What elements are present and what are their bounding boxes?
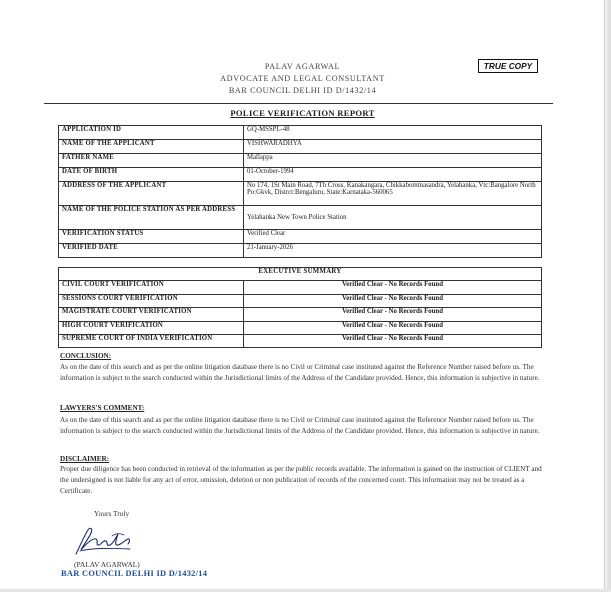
table-row: [59, 168, 542, 182]
lawyers-comment-heading: LAWYERS'S COMMENT:: [60, 404, 145, 412]
advocate-name: PALAV AGARWAL: [264, 62, 341, 71]
conclusion-heading: CONCLUSION:: [60, 352, 112, 360]
report-title: POLICE VERIFICATION REPORT: [230, 108, 375, 118]
executive-summary-title: EXECUTIVE SUMMARY: [59, 268, 542, 281]
table-row: [59, 230, 542, 244]
summary-label: CIVIL COURT VERIFICATION: [59, 281, 244, 294]
signatory-name: (PALAV AGARWAL): [74, 560, 140, 569]
detail-value: VISHWARADHYA: [244, 140, 542, 154]
table-row: [59, 308, 542, 321]
summary-label: SUPREME COURT OF INDIA VERIFICATION: [59, 334, 244, 347]
table-row: [59, 182, 542, 206]
detail-label: APPLICATION ID: [59, 126, 244, 140]
bar-council-id: BAR COUNCIL DELHI ID D/1432/14: [228, 86, 377, 95]
detail-label: ADDRESS OF THE APPLICANT: [59, 182, 244, 206]
details-table: [58, 125, 542, 258]
summary-label: HIGH COURT VERIFICATION: [59, 321, 244, 334]
header-divider: [44, 103, 553, 104]
summary-label: SESSIONS COURT VERIFICATION: [59, 294, 244, 307]
summary-value: Verified Clear - No Records Found: [244, 281, 542, 294]
advocate-title: ADVOCATE AND LEGAL CONSULTANT: [220, 74, 385, 83]
table-row: [59, 294, 542, 307]
disclaimer-text: Proper due diligence has been conducted in retrieval of the information as per the public records available. The information is gained on the instruction of CLIENT and the undersigned is not liable for any act of error, omission, deletion or non publication of records of the concerned court. This information may not be treated as a Certificate.: [60, 465, 542, 495]
detail-value: 21-January-2026: [244, 244, 542, 258]
signature-icon: [72, 524, 136, 558]
summary-value: Verified Clear - No Records Found: [244, 294, 542, 307]
summary-value: Verified Clear - No Records Found: [244, 308, 542, 321]
table-row: [59, 321, 542, 334]
table-header-row: [59, 268, 542, 281]
detail-label: VERIFICATION STATUS: [59, 230, 244, 244]
table-row: [59, 334, 542, 347]
table-row: [59, 126, 542, 140]
summary-label: MAGISTRATE COURT VERIFICATION: [59, 308, 244, 321]
disclaimer-heading: DISCLAIMER:: [60, 455, 110, 463]
signatory-bar-council-id: BAR COUNCIL DELHI ID D/1432/14: [61, 569, 208, 578]
detail-label: FATHER NAME: [59, 154, 244, 168]
detail-value: Mallappa: [244, 154, 542, 168]
table-row: [59, 140, 542, 154]
summary-value: Verified Clear - No Records Found: [244, 321, 542, 334]
conclusion-text: As on the date of this search and as per the online litigation database there is no Civil or Criminal case instituted against the Reference Number raised before us. The information is subject to the search conducted within the Jurisdictional limits of the Address of the Candidate provided. Hence, this information is subjective in nature.: [60, 363, 540, 382]
lawyers-comment-text: As on the date of this search and as per the online litigation database there is no Civil or Criminal case instituted against the Reference Number raised before us. The information is subject to the search conducted within the Jurisdictional limits of the Address of the Candidate provided. Hence, this information is subjective in nature.: [60, 416, 540, 435]
page-edge: [604, 0, 611, 592]
summary-value: Verified Clear - No Records Found: [244, 334, 542, 347]
detail-value: Verified Clear: [244, 230, 542, 244]
true-copy-stamp: TRUE COPY: [478, 59, 538, 73]
table-row: [59, 154, 542, 168]
detail-value: 01-October-1994: [244, 168, 542, 182]
detail-label: NAME OF THE APPLICANT: [59, 140, 244, 154]
table-row: [59, 244, 542, 258]
executive-summary-table: [58, 267, 542, 348]
table-row: [59, 206, 542, 230]
detail-label: DATE OF BIRTH: [59, 168, 244, 182]
detail-label: NAME OF THE POLICE STATION AS PER ADDRESS: [59, 206, 244, 230]
yours-truly: Yours Truly: [94, 509, 130, 518]
table-row: [59, 281, 542, 294]
detail-value: GQ-MSSPL-48: [244, 126, 542, 140]
detail-value: Yelahanka New Town Police Station: [244, 206, 542, 230]
detail-value: No 174, 1St Main Road, 7Th Cross, Kanakangara, Chikkabommasandra, Yelahanka, Vtc:Bangalore North Po:Gkvk, Distrct:Bengaluru, State:Karnataka-560065: [244, 182, 542, 206]
detail-label: VERIFIED DATE: [59, 244, 244, 258]
